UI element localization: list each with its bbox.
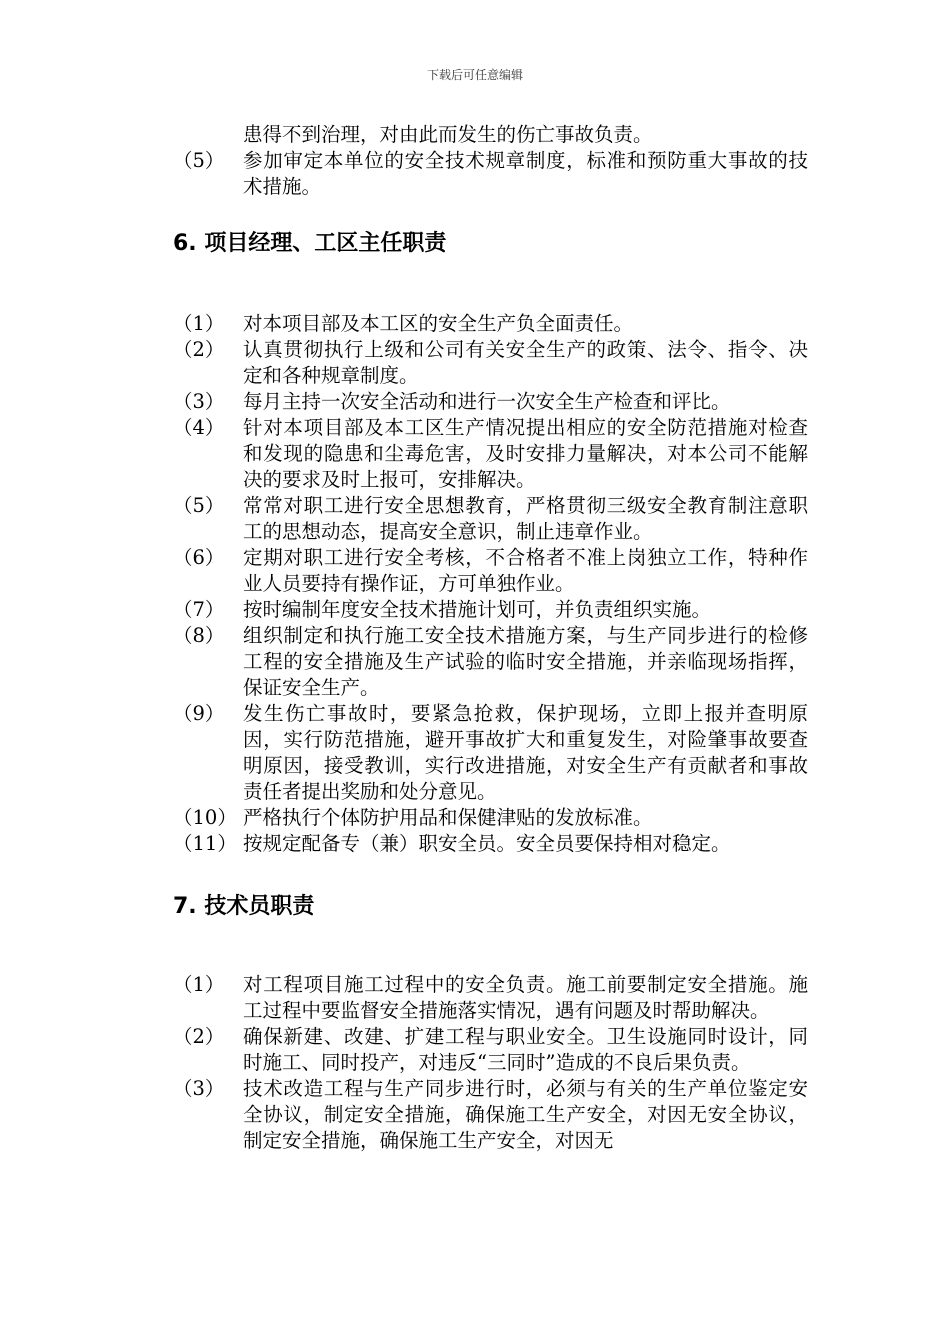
- list-item: [0, 597, 950, 623]
- list-item: [0, 493, 950, 545]
- list-item: [0, 972, 950, 1024]
- item-text: 确保新建、改建、扩建工程与职业安全。卫生设施同时设计，同时施工、同时投产，对违反“三同时”造成的不良后果负责。: [243, 1025, 808, 1074]
- section-7-list: [0, 972, 950, 1154]
- item-number: （10）: [173, 806, 237, 829]
- item-text: 定期对职工进行安全考核，不合格者不准上岗独立工作，特种作业人员要持有操作证，方可单独作业。: [243, 546, 808, 595]
- list-item: [0, 545, 950, 597]
- item-number: （8）: [173, 624, 225, 647]
- continued-list: [0, 122, 950, 200]
- item-number: （6）: [173, 546, 225, 569]
- list-item: [0, 337, 950, 389]
- item-text: 针对本项目部及本工区生产情况提出相应的安全防范措施对检查和发现的隐患和尘毒危害，及时安排力量解决，对本公司不能解决的要求及时上报可，安排解决。: [243, 416, 808, 491]
- list-item: [0, 701, 950, 805]
- item-text: 发生伤亡事故时，要紧急抢救，保护现场，立即上报并查明原因，实行防范措施，避开事故扩大和重复发生，对险肇事故要查明原因，接受教训，实行改进措施，对安全生产有贡献者和事故责任者提出奖励和处分意见。: [243, 702, 808, 803]
- item-text: 参加审定本单位的安全技术规章制度，标准和预防重大事故的技术措施。: [243, 149, 808, 198]
- item-text: 组织制定和执行施工安全技术措施方案，与生产同步进行的检修工程的安全措施及生产试验的临时安全措施，并亲临现场指挥，保证安全生产。: [243, 624, 808, 699]
- page-header: 下载后可任意编辑: [426, 68, 523, 82]
- item-text: 对工程项目施工过程中的安全负责。施工前要制定安全措施。施工过程中要监督安全措施落实情况，遇有问题及时帮助解决。: [243, 973, 808, 1022]
- item-number: （2）: [173, 1025, 225, 1048]
- item-text: 技术改造工程与生产同步进行时，必须与有关的生产单位鉴定安全协议，制定安全措施，确保施工生产安全，对因无安全协议，制定安全措施，确保施工生产安全，对因无: [243, 1077, 808, 1152]
- item-number: （3）: [173, 390, 225, 413]
- item-number: （5）: [173, 149, 225, 172]
- item-text: 按时编制年度安全技术措施计划可，并负责组织实施。: [243, 598, 712, 621]
- item-text: 每月主持一次安全活动和进行一次安全生产检查和评比。: [243, 390, 731, 413]
- item-text: 对本项目部及本工区的安全生产负全面责任。: [243, 312, 634, 335]
- item-number: （5）: [173, 494, 225, 517]
- item-number: （1）: [173, 973, 225, 996]
- item-text: 严格执行个体防护用品和保健津贴的发放标准。: [243, 806, 653, 829]
- item-text: 按规定配备专（兼）职安全员。安全员要保持相对稳定。: [243, 832, 731, 855]
- item-number: （1）: [173, 312, 225, 335]
- list-item: [0, 122, 950, 148]
- item-text: 认真贯彻执行上级和公司有关安全生产的政策、法令、指令、决定和各种规章制度。: [243, 338, 808, 387]
- item-number: （2）: [173, 338, 225, 361]
- item-number: （11）: [173, 832, 237, 855]
- list-item: [0, 623, 950, 701]
- section-7-heading: 7. 技术员职责: [173, 894, 315, 919]
- list-item: [0, 389, 950, 415]
- item-text: 患得不到治理，对由此而发生的伤亡事故负责。: [243, 123, 653, 146]
- item-number: （4）: [173, 416, 225, 439]
- list-item: [0, 311, 950, 337]
- section-6-heading: 6. 项目经理、工区主任职责: [173, 231, 447, 256]
- item-number: （3）: [173, 1077, 225, 1100]
- list-item: [0, 148, 950, 200]
- item-number: （9）: [173, 702, 225, 725]
- item-text: 常常对职工进行安全思想教育，严格贯彻三级安全教育制注意职工的思想动态，提高安全意识，制止违章作业。: [243, 494, 808, 543]
- section-6-list: [0, 311, 950, 857]
- list-item: [0, 1024, 950, 1076]
- item-number: （7）: [173, 598, 225, 621]
- list-item: [0, 415, 950, 493]
- list-item: [0, 1076, 950, 1154]
- list-item: [0, 805, 950, 831]
- list-item: [0, 831, 950, 857]
